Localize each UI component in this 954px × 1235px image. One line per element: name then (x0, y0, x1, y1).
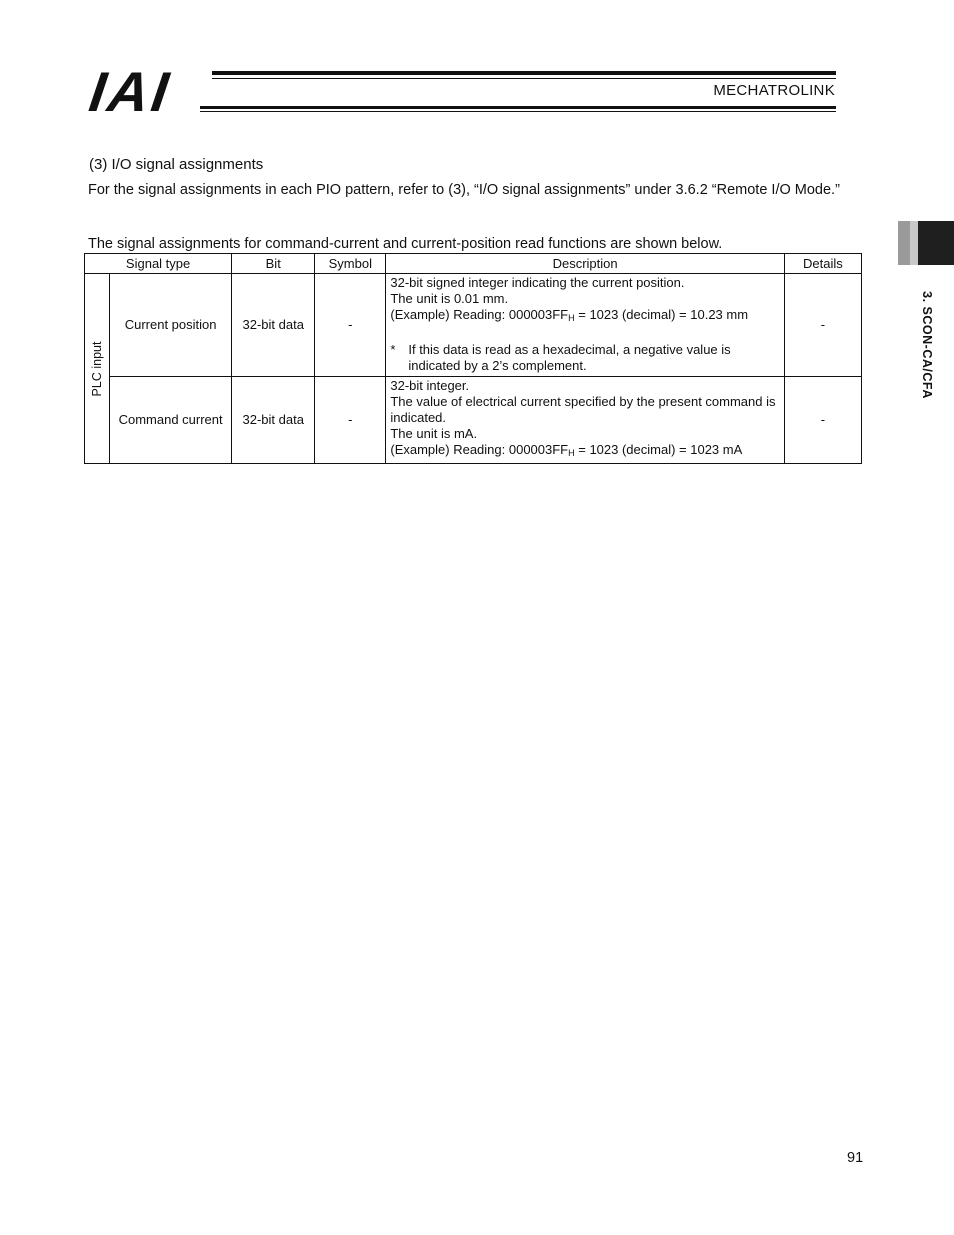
desc-example: (Example) Reading: $000003FF_H = 1023$ (decimal) = 10.23 mm (390, 307, 749, 323)
header-bit: Bit (232, 254, 315, 274)
table-header-row (85, 254, 862, 274)
cell-bit: 32-bit data (232, 377, 315, 464)
header-rule-thin (212, 78, 836, 79)
side-tab-light (910, 221, 918, 265)
side-tab-dark (918, 221, 954, 265)
group-cell (85, 274, 110, 464)
cell-details: - (784, 274, 861, 377)
header-symbol: Symbol (315, 254, 386, 274)
cell-details: - (784, 377, 861, 464)
header-rule-bottom-thin (200, 111, 836, 112)
table-intro-paragraph: The signal assignments for command-current and current-position read functions are shown below. (88, 236, 723, 252)
header-details: Details (784, 254, 861, 274)
table-row (85, 274, 862, 377)
desc-line: The unit is mA. (390, 426, 478, 441)
page-number: 91 (847, 1150, 864, 1166)
cell-symbol: - (315, 377, 386, 464)
cell-description (386, 274, 785, 377)
header-rule-thick (212, 71, 836, 75)
header-rule-bottom (200, 106, 836, 109)
side-chapter-label: 3. SCON-CA/CFA (920, 291, 934, 399)
desc-line: The value of electrical current specified by the present command is indicated. (390, 394, 776, 425)
cell-bit: 32-bit data (232, 274, 315, 377)
desc-line: 32-bit signed integer indicating the current position. (390, 275, 685, 290)
cell-symbol: - (315, 274, 386, 377)
note-mark: * (390, 342, 396, 357)
note-text: If this data is read as a hexadecimal, a negative value is indicated by a 2’s complement. (408, 342, 731, 373)
desc-line: 32-bit integer. (390, 378, 470, 393)
desc-line: The unit is 0.01 mm. (390, 291, 509, 306)
intro-paragraph: For the signal assignments in each PIO pattern, refer to (3), “I/O signal assignments” under 3.6.2 “Remote I/O Mode.” (88, 182, 840, 198)
cell-description (386, 377, 785, 464)
signal-assignment-table (84, 253, 862, 464)
cell-type: Command current (110, 377, 232, 464)
iai-logo: IAI (85, 60, 176, 123)
group-label: PLC input (90, 341, 105, 396)
header-brand: MECHATROLINK (713, 82, 835, 99)
section-title: (3) I/O signal assignments (89, 156, 264, 173)
header-signal-type: Signal type (85, 254, 232, 274)
cell-type: Current position (110, 274, 232, 377)
desc-example: (Example) Reading: $000003FF_H = 1023$ (decimal) = 1023 mA (390, 442, 743, 458)
desc-note (390, 342, 780, 374)
table-row (85, 377, 862, 464)
header-description: Description (386, 254, 785, 274)
